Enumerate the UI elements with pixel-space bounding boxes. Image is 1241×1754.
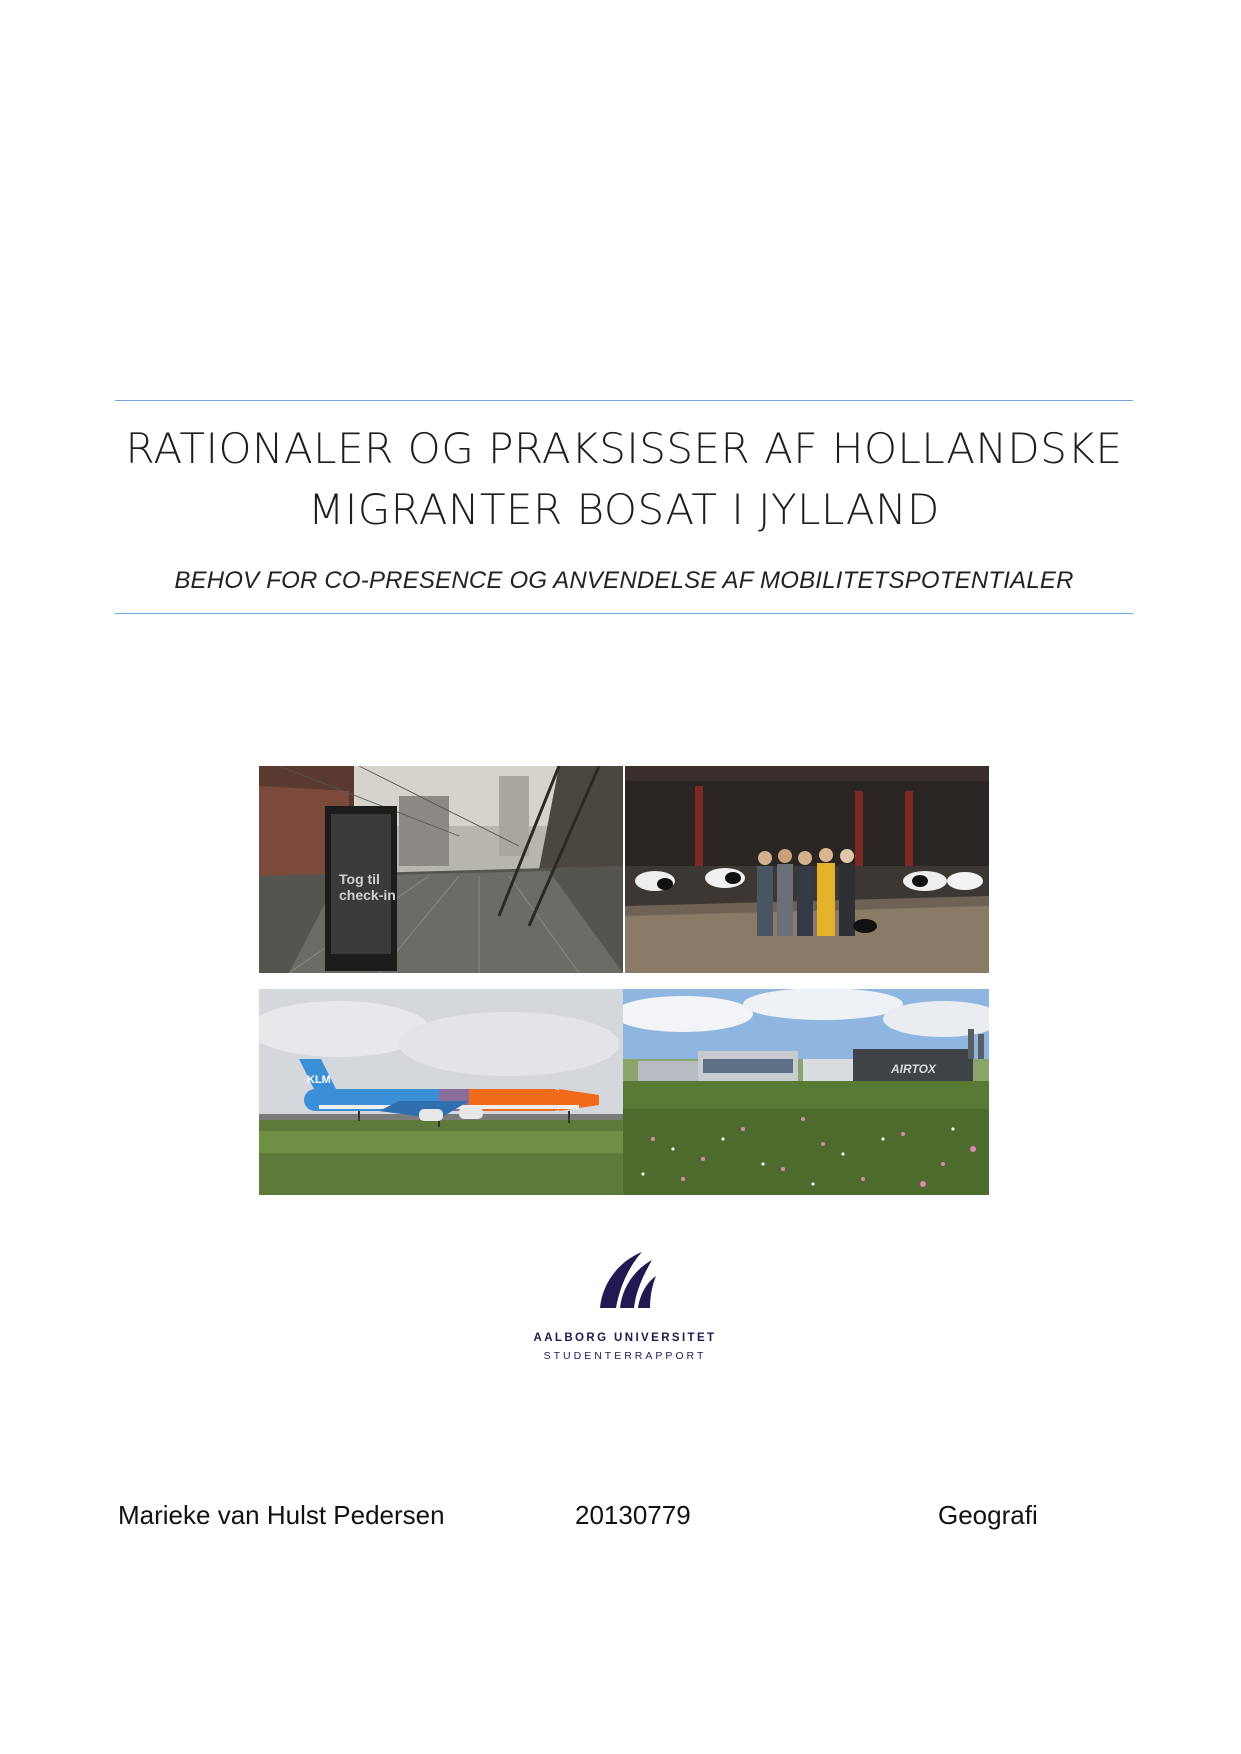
flower-field-building-photo — [623, 989, 989, 1195]
city-street-photo — [259, 766, 623, 973]
aau-wave-icon — [592, 1250, 658, 1310]
logo-text-report: STUDENTERRAPPORT — [543, 1350, 707, 1362]
document-title — [115, 418, 1133, 540]
title-line-2: MIGRANTER BOSAT I JYLLAND — [308, 485, 940, 534]
dairy-farm-photo — [625, 766, 989, 973]
airtox-sign: AIRTOX — [891, 1062, 936, 1076]
title-line-1: RATIONALER OG PRAKSISSER AF HOLLANDSKE — [125, 424, 1123, 473]
author-name: Marieke van Hulst Pedersen — [118, 1500, 445, 1530]
bottom-rule — [115, 613, 1133, 614]
airplane-photo — [259, 989, 623, 1195]
document-subtitle: BEHOV FOR CO-PRESENCE OG ANVENDELSE AF MOBILITETSPOTENTIALER — [174, 567, 1074, 594]
top-rule — [115, 400, 1133, 401]
poster-text-2: check-in — [339, 887, 396, 903]
logo-text-university: AALBORG UNIVERSITET — [533, 1332, 717, 1344]
aalborg-university-logo — [530, 1250, 720, 1370]
program-name: Geografi — [938, 1500, 1038, 1530]
poster-text-1: Tog til — [339, 871, 380, 887]
klm-mark: KLM — [307, 1074, 331, 1086]
student-number: 20130779 — [575, 1500, 691, 1530]
